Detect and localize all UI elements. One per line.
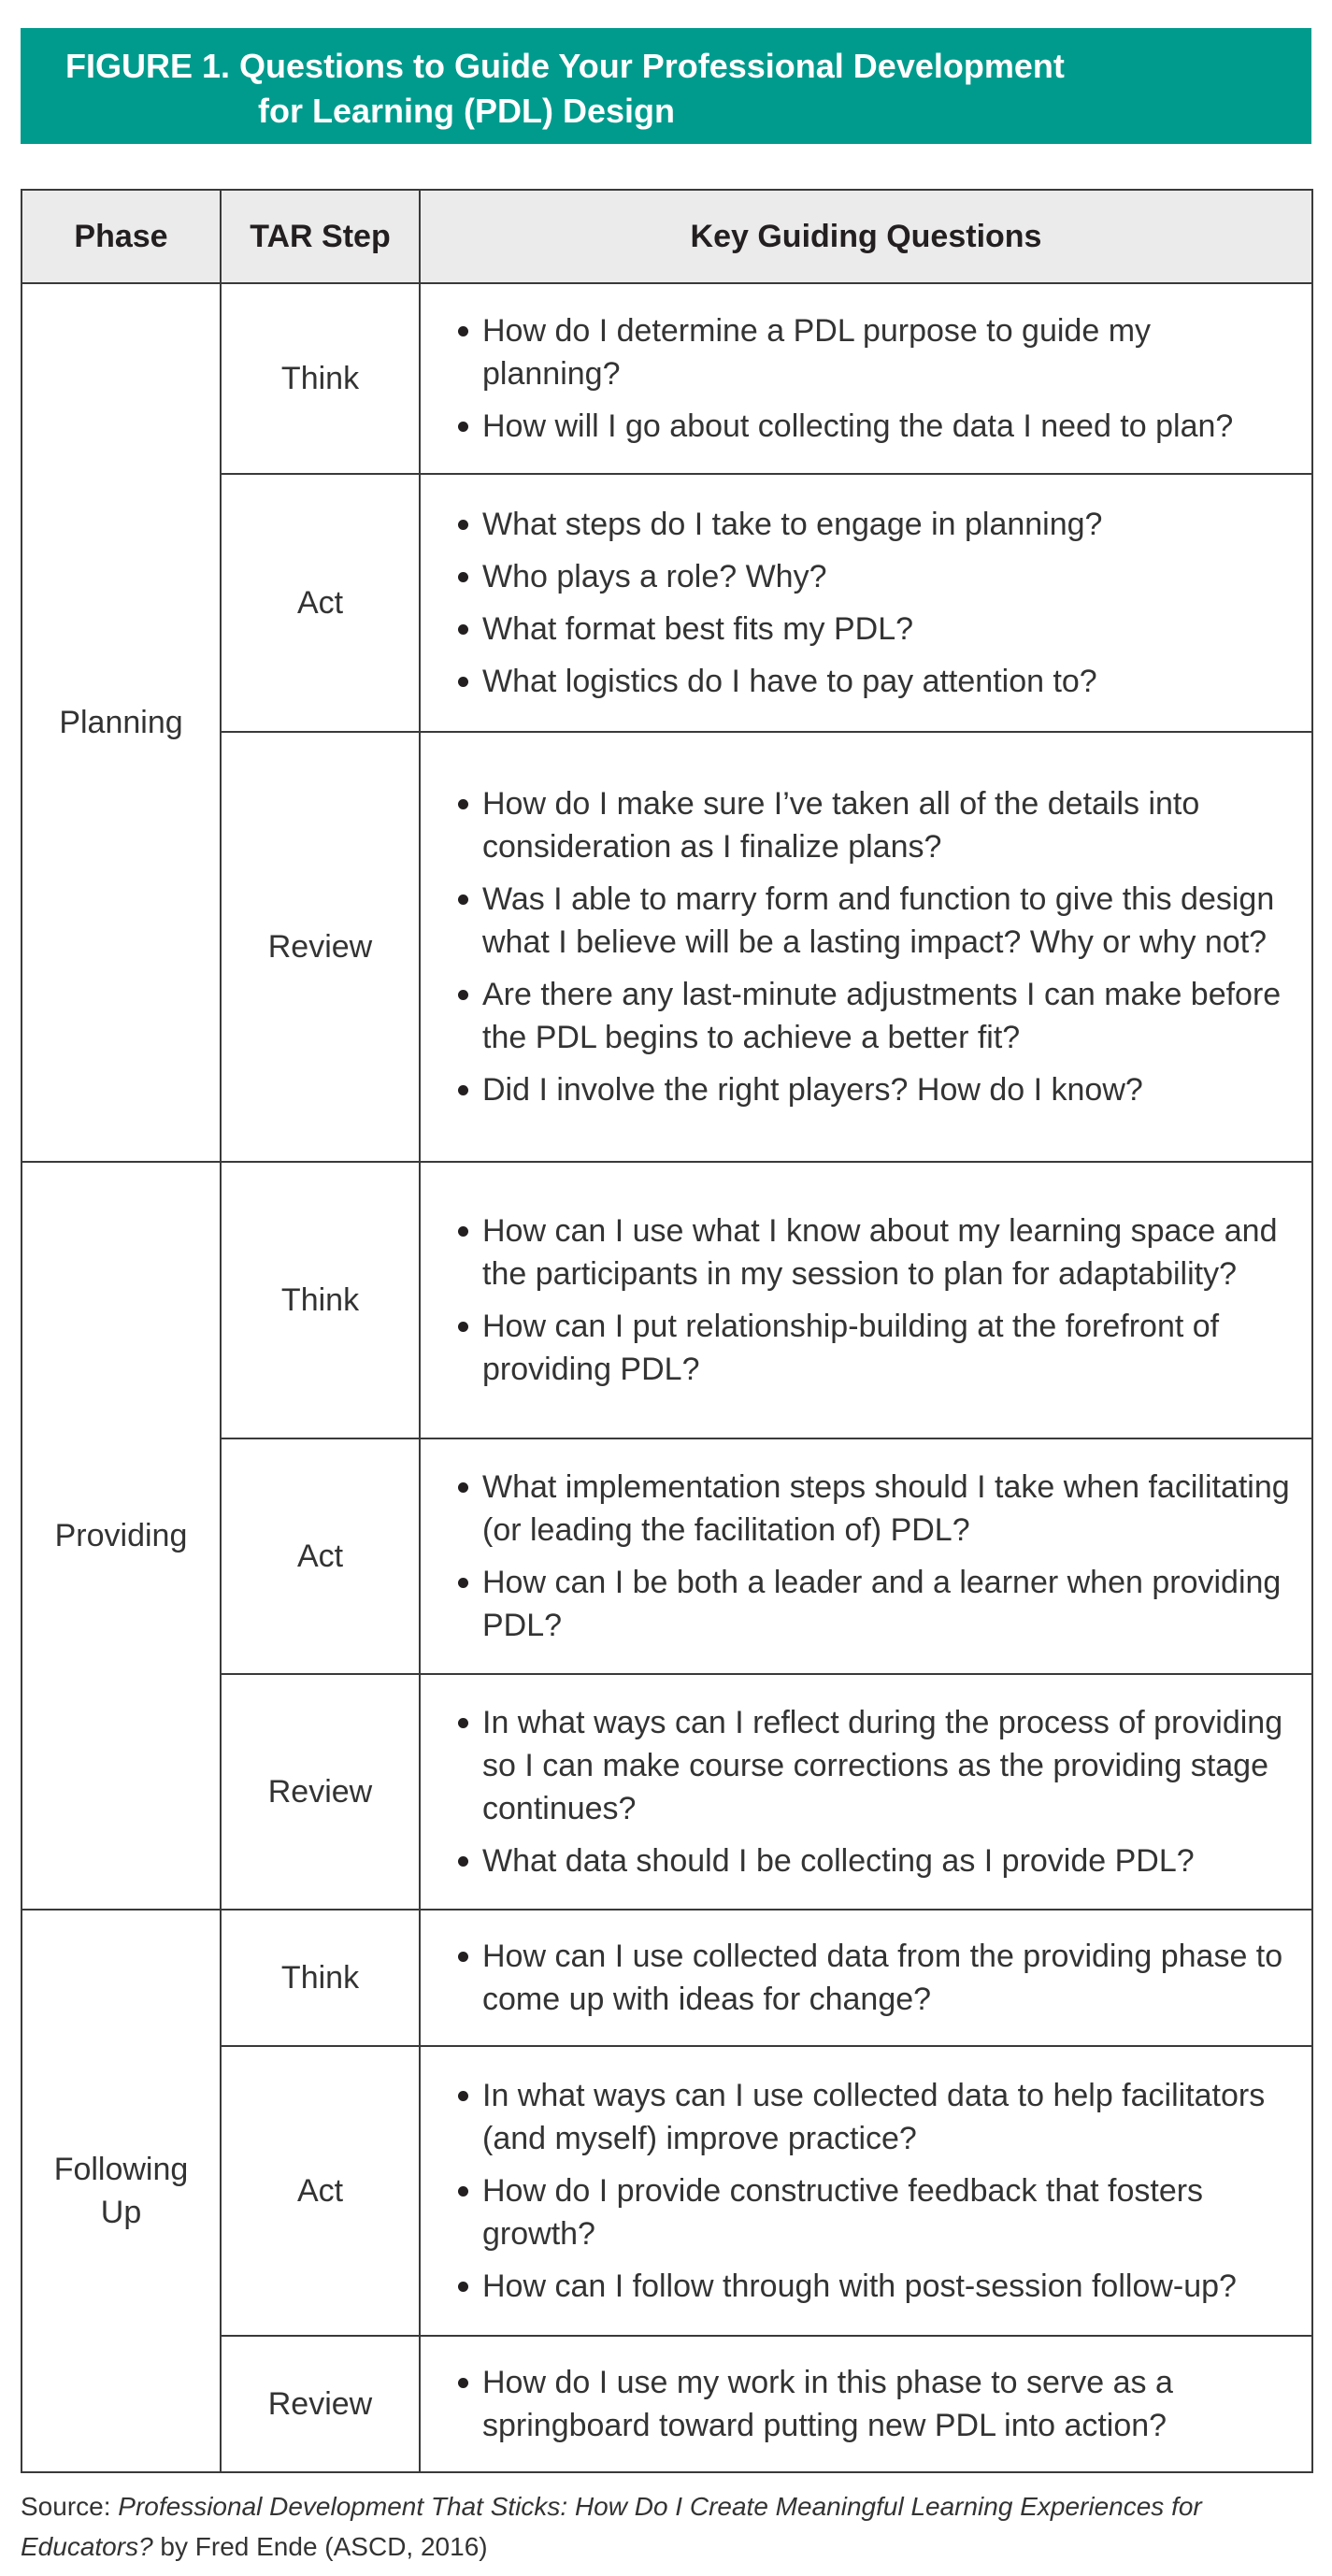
questions-cell xyxy=(420,1162,1312,1438)
header-tar-step: TAR Step xyxy=(221,190,420,283)
question-item: What logistics do I have to pay attention to? xyxy=(456,660,1293,703)
step-cell: Review xyxy=(221,2336,420,2472)
source-prefix: Source: xyxy=(21,2492,119,2521)
question-item: Was I able to marry form and function to give this design what I believe will be a lasting impact? Why or why not? xyxy=(456,878,1293,964)
phase-cell-planning: Planning xyxy=(21,283,221,1162)
question-item: How can I use collected data from the providing phase to come up with ideas for change? xyxy=(456,1935,1293,2021)
step-cell: Think xyxy=(221,283,420,474)
phase-cell-providing: Providing xyxy=(21,1162,221,1910)
step-cell: Think xyxy=(221,1910,420,2046)
question-item: Who plays a role? Why? xyxy=(456,555,1293,598)
figure-title-line2: for Learning (PDL) Design xyxy=(258,92,676,130)
table-row xyxy=(21,1910,1312,2046)
header-phase: Phase xyxy=(21,190,221,283)
question-item: How do I use my work in this phase to serve as a springboard toward putting new PDL into action? xyxy=(456,2361,1293,2447)
table-row xyxy=(21,283,1312,474)
figure-title-banner xyxy=(21,28,1311,144)
question-item: How can I follow through with post-session follow-up? xyxy=(456,2265,1293,2308)
phase-cell-following-up: Following Up xyxy=(21,1910,221,2472)
header-key-guiding-questions: Key Guiding Questions xyxy=(420,190,1312,283)
question-item: How do I provide constructive feedback that fosters growth? xyxy=(456,2169,1293,2255)
question-item: What steps do I take to engage in planning? xyxy=(456,503,1293,546)
step-cell: Act xyxy=(221,474,420,732)
step-cell: Review xyxy=(221,1674,420,1910)
question-item: What data should I be collecting as I provide PDL? xyxy=(456,1839,1293,1882)
question-item: How will I go about collecting the data I need to plan? xyxy=(456,405,1293,448)
question-item: In what ways can I reflect during the process of providing so I can make course corrections as the providing stage continues? xyxy=(456,1701,1293,1830)
question-item: How do I determine a PDL purpose to guide my planning? xyxy=(456,309,1293,395)
source-suffix: by Fred Ende (ASCD, 2016) xyxy=(152,2532,488,2561)
questions-cell xyxy=(420,2336,1312,2472)
question-item: In what ways can I use collected data to help facilitators (and myself) improve practice? xyxy=(456,2074,1293,2160)
questions-cell xyxy=(420,283,1312,474)
source-citation xyxy=(21,2486,1311,2567)
table-row xyxy=(21,1162,1312,1438)
question-item: Are there any last-minute adjustments I can make before the PDL begins to achieve a better fit? xyxy=(456,973,1293,1059)
question-item: How can I put relationship-building at the forefront of providing PDL? xyxy=(456,1305,1293,1391)
questions-cell xyxy=(420,474,1312,732)
questions-cell xyxy=(420,732,1312,1162)
source-book-title: Professional Development That Sticks: How Do I Create Meaningful Learning Experiences for Educators? xyxy=(21,2492,1202,2561)
questions-cell xyxy=(420,1438,1312,1674)
step-cell: Act xyxy=(221,2046,420,2336)
questions-cell xyxy=(420,2046,1312,2336)
step-cell: Act xyxy=(221,1438,420,1674)
question-item: Did I involve the right players? How do I know? xyxy=(456,1068,1293,1111)
step-cell: Think xyxy=(221,1162,420,1438)
figure-title-line1: FIGURE 1. Questions to Guide Your Professional Development xyxy=(65,47,1065,85)
table-header-row xyxy=(21,190,1312,283)
question-item: What format best fits my PDL? xyxy=(456,608,1293,651)
question-item: How can I use what I know about my learning space and the participants in my session to plan for adaptability? xyxy=(456,1209,1293,1295)
question-item: How do I make sure I’ve taken all of the details into consideration as I finalize plans? xyxy=(456,782,1293,868)
guiding-questions-table xyxy=(21,189,1313,2473)
step-cell: Review xyxy=(221,732,420,1162)
question-item: How can I be both a leader and a learner when providing PDL? xyxy=(456,1561,1293,1647)
questions-cell xyxy=(420,1910,1312,2046)
questions-cell xyxy=(420,1674,1312,1910)
question-item: What implementation steps should I take when facilitating (or leading the facilitation of) PDL? xyxy=(456,1466,1293,1552)
